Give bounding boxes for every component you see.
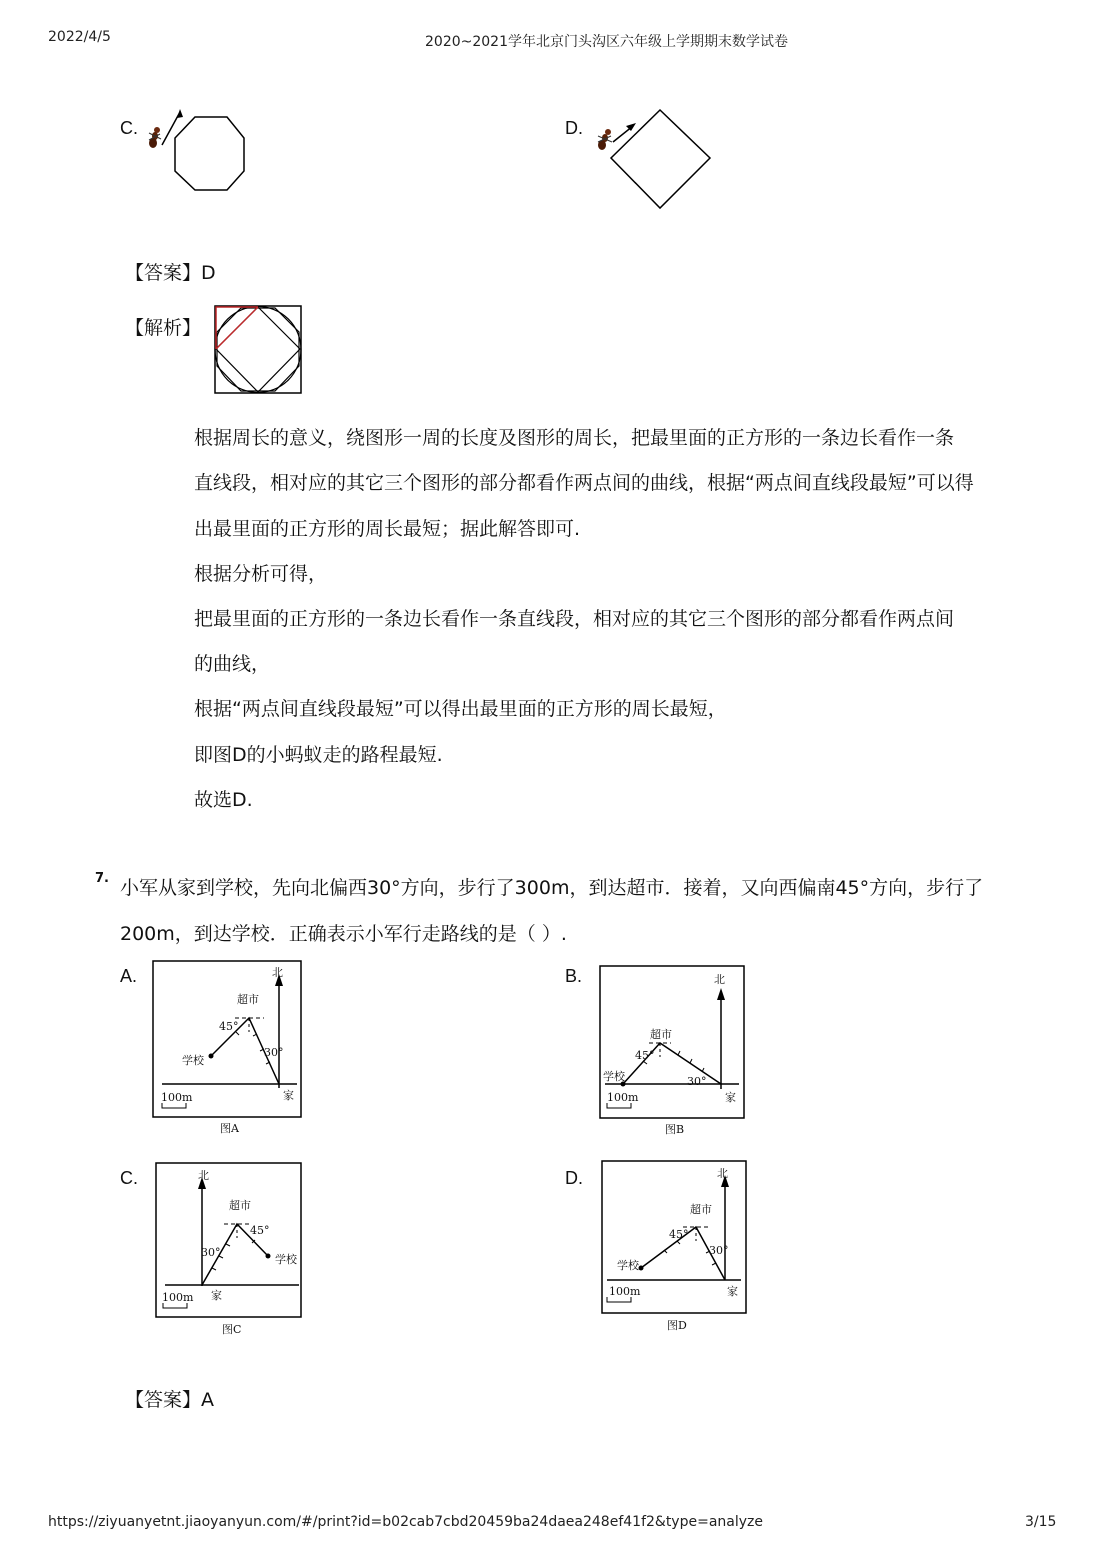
page-number: 3/15 <box>1025 1514 1057 1530</box>
map-d-school: 学校 <box>617 1259 639 1272</box>
north-arrow-icon <box>717 988 725 1000</box>
map-c-home: 家 <box>211 1289 222 1302</box>
footer-url[interactable]: https://ziyuanyetnt.jiaoyanyun.com/#/print?id=b02cab7cbd20459ba24daea248ef41f2&type=analyze <box>48 1514 763 1530</box>
map-c-angle30: 30° <box>201 1246 221 1259</box>
analysis-line-9: 故选D. <box>194 789 253 811</box>
analysis-line-5: 把最里面的正方形的一条边长看作一条直线段，相对应的其它三个图形的部分都看作两点间 <box>194 608 955 630</box>
map-a-home: 家 <box>283 1089 294 1102</box>
ant-icon <box>598 129 612 150</box>
map-d-angle45: 45° <box>669 1228 689 1241</box>
question-text-line-2: 200m，到达学校．正确表示小军行走路线的是（ ）. <box>120 923 567 945</box>
map-b-caption: 图B <box>665 1123 685 1136</box>
option-d-label: D. <box>565 118 583 138</box>
ant-icon <box>149 127 161 148</box>
question-number: 7. <box>95 871 109 886</box>
map-c-school: 学校 <box>275 1253 297 1266</box>
direction-arrow <box>162 112 180 145</box>
map-a-angle45: 45° <box>219 1020 239 1033</box>
question-text-line-1: 小军从家到学校，先向北偏西30°方向，步行了300m，到达超市．接着，又向西偏南45°方向，步行了 <box>120 877 984 899</box>
analysis-line-7: 根据“两点间直线段最短”可以得出最里面的正方形的周长最短， <box>194 698 727 720</box>
analysis-line-1: 根据周长的意义，绕图形一周的长度及图形的周长，把最里面的正方形的一条边长看作一条 <box>194 427 955 449</box>
option-a-label: A. <box>120 966 138 986</box>
map-d-home: 家 <box>727 1285 738 1298</box>
map-b-angle45: 45° <box>635 1049 655 1062</box>
map-b-home: 家 <box>725 1091 736 1104</box>
analysis-label: 【解析】 <box>125 317 202 339</box>
map-d-angle30: 30° <box>709 1244 729 1257</box>
analysis-nested-shapes-figure <box>213 304 303 396</box>
map-b-angle30: 30° <box>687 1075 707 1088</box>
map-d-caption: 图D <box>667 1319 687 1332</box>
map-b-north: 北 <box>714 973 725 986</box>
map-a-market: 超市 <box>237 993 259 1006</box>
map-c-market: 超市 <box>229 1199 251 1212</box>
analysis-line-4: 根据分析可得， <box>194 563 328 585</box>
octagon-ant-figure <box>140 100 255 200</box>
octagon <box>217 308 299 391</box>
analysis-line-6: 的曲线， <box>194 653 271 675</box>
map-a-angle30: 30° <box>264 1046 284 1059</box>
map-b-market: 超市 <box>650 1028 672 1041</box>
map-b-scale: 100m <box>607 1091 639 1104</box>
map-a-school: 学校 <box>182 1054 204 1067</box>
map-c-angle45: 45° <box>250 1224 270 1237</box>
red-diagonal <box>216 307 258 349</box>
option-c-label: C. <box>120 118 138 138</box>
map-d-north: 北 <box>717 1167 728 1180</box>
map-d-market: 超市 <box>690 1203 712 1216</box>
print-date: 2022/4/5 <box>48 29 111 45</box>
octagon-shape <box>175 117 244 190</box>
answer-q7: 【答案】A <box>125 1389 214 1411</box>
circle <box>215 307 301 393</box>
option-d2-label: D. <box>565 1168 583 1188</box>
answer-prev: 【答案】D <box>125 262 216 284</box>
analysis-line-2: 直线段，相对应的其它三个图形的部分都看作两点间的曲线，根据“两点间直线段最短”可以得 <box>194 472 974 494</box>
map-c-caption: 图C <box>222 1323 242 1336</box>
map-c-scale: 100m <box>162 1291 194 1304</box>
map-d-scale: 100m <box>609 1285 641 1298</box>
diamond-square-shape <box>611 110 710 208</box>
document-title: 2020~2021学年北京门头沟区六年级上学期期末数学试卷 <box>425 34 788 50</box>
map-a-north: 北 <box>272 966 283 979</box>
analysis-line-3: 出最里面的正方形的周长最短；据此解答即可. <box>194 518 581 540</box>
analysis-line-8: 即图D的小蚂蚁走的路程最短. <box>194 744 443 766</box>
option-b-label: B. <box>565 966 583 986</box>
map-a-caption: 图A <box>220 1122 239 1135</box>
map-a-scale: 100m <box>161 1091 193 1104</box>
square-ant-figure <box>590 100 720 215</box>
option-c2-label: C. <box>120 1168 138 1188</box>
map-b-school: 学校 <box>603 1070 625 1083</box>
map-c-north: 北 <box>198 1169 209 1182</box>
